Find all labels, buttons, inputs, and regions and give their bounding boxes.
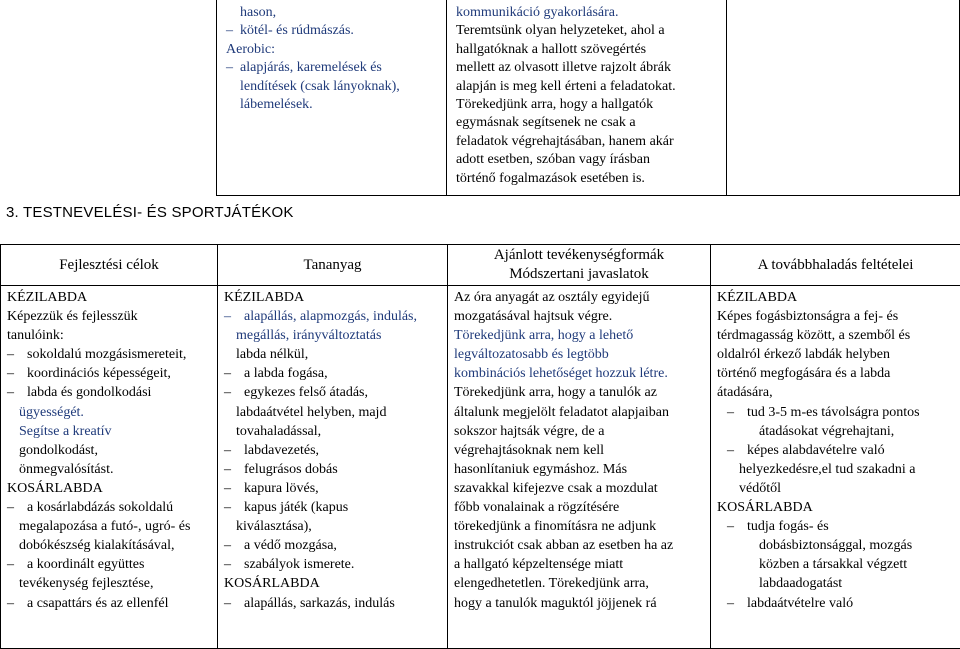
table-row (1, 286, 960, 649)
text-line: KÉZILABDA (717, 288, 954, 307)
text-line: labda nélkül, (224, 345, 441, 364)
text-line: kombinációs lehetőséget hozzuk létre. (454, 364, 704, 383)
text-line: végrehajtásoknak nem kell (454, 441, 704, 460)
text-line: Aerobic: (226, 41, 400, 59)
text-line: főbb vonalainak a rögzítésére (454, 498, 704, 517)
text-line: alapján is meg kell érteni a feladatokat. (456, 78, 718, 96)
list-item: – koordinációs képességeit, (7, 364, 211, 383)
continuation-col1 (226, 4, 400, 114)
text-line: megalapozása a futó-, ugró- és (7, 517, 211, 536)
list-item: – képes alabdavételre való (717, 441, 954, 460)
text-line: történő fogalmazások esetében is. (456, 170, 718, 188)
continuation-table (0, 0, 960, 200)
text-line: Képezzük és fejlesszük (7, 307, 211, 326)
list-item: – a csapattárs és az ellenfél (7, 594, 211, 613)
text-line: KÉZILABDA (7, 288, 211, 307)
table-header-row (1, 245, 960, 286)
text-line: lábemelések. (226, 96, 400, 114)
text-line: hason, (226, 4, 400, 22)
text-line: törekedjünk a finomításra ne adjunk (454, 517, 704, 536)
list-item: – felugrásos dobás (224, 460, 441, 479)
text-line: átadására, (717, 383, 954, 402)
list-item: – alapállás, alapmozgás, indulás, (224, 307, 441, 326)
cell-activities (448, 286, 711, 649)
list-item: – labdavezetés, (224, 441, 441, 460)
text-line: sokszor hajtsák végre, de a (454, 422, 704, 441)
cell-curriculum (218, 286, 448, 649)
list-item: – labdaátvételre való (717, 594, 954, 613)
text-line: tovahaladással, (224, 422, 441, 441)
text-line: történő megfogására és a labda (717, 364, 954, 383)
text-line: mellett az olvasott illetve rajzolt ábrák (456, 59, 718, 77)
section-heading: 3. TESTNEVELÉSI- ÉS SPORTJÁTÉKOK (6, 204, 294, 221)
header-activities (448, 245, 711, 286)
list-item: – kötél- és rúdmászás. (226, 22, 400, 40)
text-line: adott esetben, szóban vagy írásban (456, 151, 718, 169)
text-line: kommunikáció gyakorlására. (456, 4, 718, 22)
text-line: KOSÁRLABDA (224, 574, 441, 593)
text-line: Képes fogásbiztonságra a fej- és (717, 307, 954, 326)
text-line: mozgatásával hajtsuk végre. (454, 307, 704, 326)
text-line: térdmagasság között, a szemből és (717, 326, 954, 345)
text-line: szavakkal kifejezve csak a mozdulat (454, 479, 704, 498)
list-item: – sokoldalú mozgásismereteit, (7, 345, 211, 364)
list-item: – a védő mozgása, (224, 536, 441, 555)
text-line: tevékenység fejlesztése, (7, 574, 211, 593)
header-activities-line1: Ajánlott tevékenységformák (448, 246, 710, 265)
text-line: legváltozatosabb és legtöbb (454, 345, 704, 364)
text-line: hallgatóknak a hallott szövegértés (456, 41, 718, 59)
header-curriculum: Tananyag (218, 245, 448, 286)
text-line: Segítse a kreatív (7, 422, 211, 441)
text-line: oldalról érkező labdák helyben (717, 345, 954, 364)
list-item: – kapus játék (kapus (224, 498, 441, 517)
text-line: gondolkodást, (7, 441, 211, 460)
header-development-goals: Fejlesztési célok (1, 245, 218, 286)
text-line: dobásbiztonsággal, mozgás (717, 536, 954, 555)
text-line: általunk megjelölt feladatot alapjaiban (454, 403, 704, 422)
cell-progress-conditions (711, 286, 960, 649)
text-line: hogy a tanulók maguktól jöjjenek rá (454, 594, 704, 613)
text-line: KOSÁRLABDA (7, 479, 211, 498)
list-item: – szabályok ismerete. (224, 555, 441, 574)
list-item: – tud 3-5 m-es távolságra pontos (717, 403, 954, 422)
list-item: – egykezes felső átadás, (224, 383, 441, 402)
row-divider (216, 195, 960, 196)
column-divider (216, 0, 217, 195)
text-line: dobókészség kialakításával, (7, 536, 211, 555)
text-line: megállás, irányváltoztatás (224, 326, 441, 345)
list-item: – kapura lövés, (224, 479, 441, 498)
continuation-col2 (456, 4, 718, 188)
text-line: önmegvalósítást. (7, 460, 211, 479)
text-line: feladatok végrehajtásában, hanem akár (456, 133, 718, 151)
text-line: instrukciót csak abban az esetben ha az (454, 536, 704, 555)
text-line: labdaátvétel helyben, majd (224, 403, 441, 422)
column-divider (446, 0, 447, 195)
list-item: – a koordinált együttes (7, 555, 211, 574)
text-line: a hallgató képzeltensége miatt (454, 555, 704, 574)
text-line: átadásokat végrehajtani, (717, 422, 954, 441)
text-line: tanulóink: (7, 326, 211, 345)
text-line: ügyességét. (7, 403, 211, 422)
text-line: egymásnak segítsenek ne csak a (456, 114, 718, 132)
text-line: KÉZILABDA (224, 288, 441, 307)
cell-development-goals (1, 286, 218, 649)
text-line: KOSÁRLABDA (717, 498, 954, 517)
text-line: helyezkedésre,el tud szakadni a (717, 460, 954, 479)
column-divider (726, 0, 727, 195)
text-line: labdaadogatást (717, 574, 954, 593)
list-item: – a kosárlabdázás sokoldalú (7, 498, 211, 517)
text-line: Az óra anyagát az osztály egyidejű (454, 288, 704, 307)
list-item: – labda és gondolkodási (7, 383, 211, 402)
list-item: – tudja fogás- és (717, 517, 954, 536)
text-line: Teremtsünk olyan helyzeteket, ahol a (456, 22, 718, 40)
text-line: közben a társakkal végzett (717, 555, 954, 574)
text-line: Törekedjünk arra, hogy a tanulók az (454, 383, 704, 402)
text-line: Törekedjünk arra, hogy a lehető (454, 326, 704, 345)
list-item: – alapjárás, karemelések és (226, 59, 400, 77)
header-progress-conditions: A továbbhaladás feltételei (711, 245, 960, 286)
text-line: lendítések (csak lányoknak), (226, 78, 400, 96)
list-item: – alapállás, sarkazás, indulás (224, 594, 441, 613)
text-line: Törekedjünk arra, hogy a hallgatók (456, 96, 718, 114)
text-line: védőtől (717, 479, 954, 498)
text-line: kiválasztása), (224, 517, 441, 536)
text-line: elengedhetetlen. Törekedjünk arra, (454, 574, 704, 593)
list-item: – a labda fogása, (224, 364, 441, 383)
text-line: hasonlítaniuk egymáshoz. Más (454, 460, 704, 479)
curriculum-table (0, 244, 960, 649)
header-activities-line2: Módszertani javaslatok (448, 265, 710, 284)
